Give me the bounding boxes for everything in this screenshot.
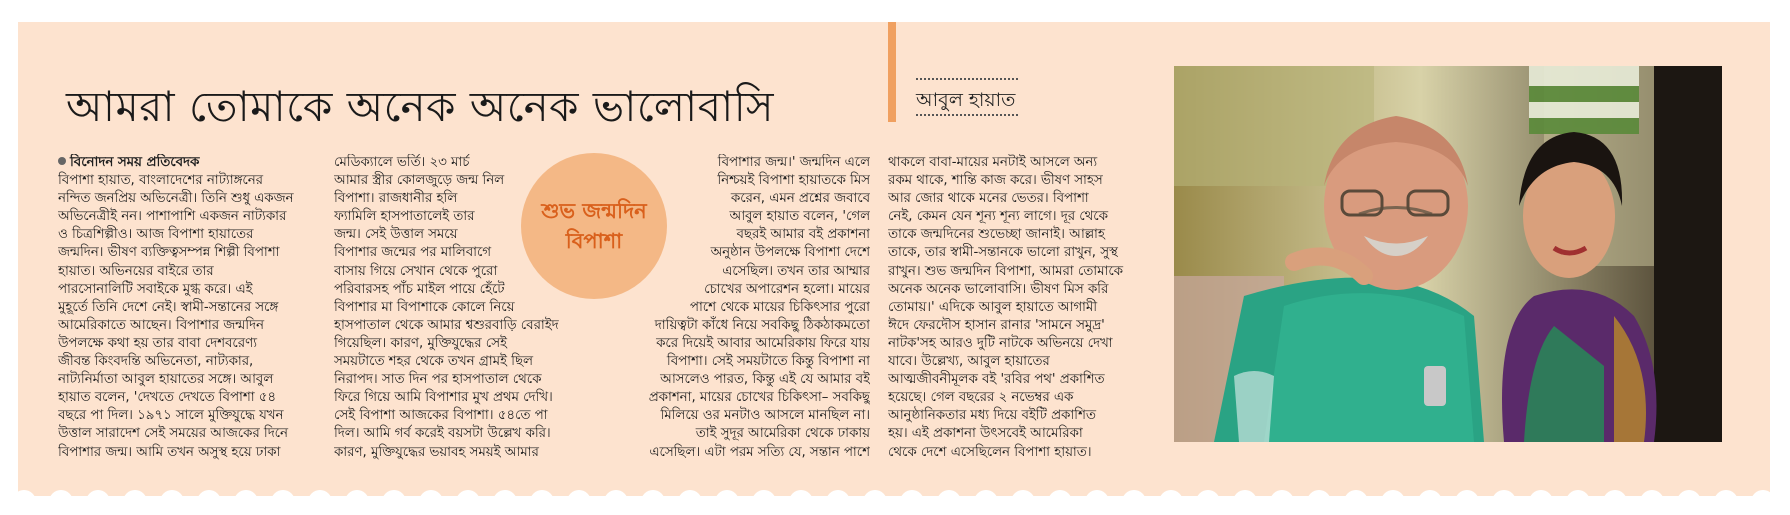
text-line: দিল। আমি গর্ব করেই বয়সটা উল্লেখ করি। xyxy=(334,426,551,442)
article-column-4 xyxy=(888,154,1156,462)
text-line: বিপাশা হায়াত, বাংলাদেশের নাট্যাঙ্গনের xyxy=(58,173,263,189)
text-line: হয়েছে। গেল বছরের ২ নভেম্বর এক xyxy=(888,390,1074,406)
text-line: বছরই আমার বই প্রকাশনা xyxy=(736,227,870,243)
text-line: থেকে দেশে এসেছিলেন বিপাশা হায়াত। xyxy=(888,444,1092,460)
text-line: আমেরিকাতে আছেন। বিপাশার জন্মদিন xyxy=(58,317,264,333)
text-line: বিপাশা। রাজধানীর হলি xyxy=(334,191,458,207)
text-line: নিরাপদ। সাত দিন পর হাসপাতাল থেকে xyxy=(334,372,542,388)
accent-bar xyxy=(888,22,896,122)
text-line: কারণ, মুক্তিযুদ্ধের ভয়াবহ সময়ই আমার xyxy=(334,444,539,460)
text-line: তাকে, তার স্বামী-সন্তানকে ভালো রাখুন, সুস্থ xyxy=(888,245,1118,261)
text-line: হাসপাতাল থেকে আমার শ্বশুরবাড়ি বেরাইদ xyxy=(334,317,559,333)
text-line: মিলিয়ে ওর মনটাও আসলে মানছিল না। xyxy=(660,408,870,424)
text-line: দায়িত্বটা কাঁধে নিয়ে সবকিছু ঠিকঠাকমতো xyxy=(654,317,870,333)
text-line: রকম থাকে, শান্তি কাজ করে। ভীষণ সাহস xyxy=(888,173,1103,189)
text-line: চোখের অপারেশন হলো। মায়ের xyxy=(704,281,870,297)
text-line: অনেক অনেক ভালোবাসি। ভীষণ মিস করি xyxy=(888,281,1109,297)
text-line: করেন, এমন প্রশ্নের জবাবে xyxy=(730,191,870,207)
text-line: থাকলে বাবা-মায়ের মনটাই আসলে অন্য xyxy=(888,155,1098,170)
text-line: সময়টাতে শহর থেকে তখন গ্রামই ছিল xyxy=(334,354,533,370)
text-line: বাসায় গিয়ে সেখান থেকে পুরো xyxy=(334,263,498,279)
scalloped-border-bottom xyxy=(18,476,1770,502)
text-line: সেই বিপাশা আজকের বিপাশা। ৫৪তে পা xyxy=(334,408,548,424)
text-line: ফ্যামিলি হাসপাতালেই তার xyxy=(334,209,475,225)
text-line: করে দিয়েই আবার আমেরিকায় ফিরে যায় xyxy=(656,335,870,351)
text-line: পরিবারসহ পাঁচ মাইল পায়ে হেঁটে xyxy=(334,281,505,297)
text-line: বিপাশার জন্ম।' জন্মদিন এলে xyxy=(717,155,870,170)
text-line: নাট্যনির্মাতা আবুল হায়াতের সঙ্গে। আবুল xyxy=(58,372,274,388)
bullet-icon xyxy=(58,157,66,165)
text-line: আমার স্ত্রীর কোলজুড়ে জন্ম নিল xyxy=(334,173,505,189)
text-line: মেডিক্যালে ভর্তি। ২৩ মার্চ xyxy=(334,155,470,170)
byline-rule-bottom xyxy=(916,114,1018,116)
text-line: ঈদে ফেরদৌস হাসান রানার 'সামনে সমুদ্র' xyxy=(888,317,1105,333)
text-line: জন্মদিন। ভীষণ ব্যক্তিত্বসম্পন্ন শিল্পী বিপাশা xyxy=(58,245,280,261)
text-line: হয়। এই প্রকাশনা উৎসবেই আমেরিকা xyxy=(888,426,1083,442)
text-line: বিপাশার জন্মের পর মালিবাগে xyxy=(334,245,492,261)
article-column-1 xyxy=(58,154,320,462)
text-line: ফিরে গিয়ে আমি বিপাশার মুখ প্রথম দেখি। xyxy=(334,390,553,406)
text-line: মুহূর্তে তিনি দেশে নেই। স্বামী-সন্তানের সঙ্গে xyxy=(58,299,279,315)
text-line: যাবে। উল্লেখ্য, আবুল হায়াতের xyxy=(888,354,1050,370)
text-line: অভিনেত্রীই নন। পাশাপাশি একজন নাট্যকার xyxy=(58,209,287,225)
reporter-name: বিনোদন সময় প্রতিবেদক xyxy=(70,155,200,170)
headline: আমরা তোমাকে অনেক অনেক ভালোবাসি xyxy=(66,82,775,131)
text-line: বিপাশা। সেই সময়টাতে কিন্তু বিপাশা না xyxy=(666,354,870,370)
text-line: পাশে থেকে মায়ের চিকিৎসার পুরো xyxy=(689,299,870,315)
text-line: হায়াত বলেন, 'দেখতে দেখতে বিপাশা ৫৪ xyxy=(58,390,277,406)
text-line: উত্তাল সারাদেশ সেই সময়ের আজকের দিনে xyxy=(58,426,288,442)
badge-line-2: বিপাশা xyxy=(565,228,623,253)
text-line: এসেছিল। এটা পরম সত্যি যে, সন্তান পাশে xyxy=(649,444,870,460)
text-line: গিয়েছিল। কারণ, মুক্তিযুদ্ধের সেই xyxy=(334,335,507,351)
text-line: জীবন্ত কিংবদন্তি অভিনেতা, নাট্যকার, xyxy=(58,354,254,370)
text-line: আনুষ্ঠানিকতার মধ্য দিয়ে বইটি প্রকাশিত xyxy=(888,408,1096,424)
column-lines xyxy=(888,154,1156,462)
text-line: আত্মজীবনীমূলক বই 'রবির পথ' প্রকাশিত xyxy=(888,372,1105,388)
text-line: এসেছিল। তখন তার আম্মার xyxy=(722,263,870,279)
text-line: অনুষ্ঠান উপলক্ষে বিপাশা দেশে xyxy=(710,245,870,261)
article-photo xyxy=(1174,66,1722,442)
reporter-credit xyxy=(58,154,320,172)
text-line: আর জোর থাকে মনের ভেতর। বিপাশা xyxy=(888,191,1089,207)
text-line: নাটক'সহ আরও দুটি নাটকে অভিনয়ে দেখা xyxy=(888,335,1113,351)
text-line: নিশ্চয়ই বিপাশা হায়াতকে মিস xyxy=(717,173,870,189)
text-line: তাকে জন্মদিনের শুভেচ্ছা জানাই। আল্লাহ xyxy=(888,227,1105,243)
column-lines xyxy=(58,172,320,462)
text-line: প্রকাশনা, মায়ের চোখের চিকিৎসা– সবকিছু xyxy=(648,390,870,406)
text-line: বছরে পা দিল। ১৯৭১ সালে মুক্তিযুদ্ধে যখন xyxy=(58,408,284,424)
photo-illustration xyxy=(1174,66,1722,442)
text-line: রাখুন। শুভ জন্মদিন বিপাশা, আমরা তোমাকে xyxy=(888,263,1123,279)
text-line: বিপাশার মা বিপাশাকে কোলে নিয়ে xyxy=(334,299,515,315)
text-line: নন্দিত জনপ্রিয় অভিনেত্রী। তিনি শুধু একজন xyxy=(58,191,294,207)
text-line: পারসোনালিটি সবাইকে মুগ্ধ করে। এই xyxy=(58,281,253,297)
text-line: বিপাশার জন্ম। আমি তখন অসুস্থ হয়ে ঢাকা xyxy=(58,444,281,460)
text-line: ও চিত্রশিল্পীও। আজ বিপাশা হায়াতের xyxy=(58,227,254,243)
striped-shirt xyxy=(1529,66,1639,134)
text-line: তাই সুদূর আমেরিকা থেকে ঢাকায় xyxy=(695,426,870,442)
text-line: উপলক্ষে কথা হয় তার বাবা দেশবরেণ্য xyxy=(58,335,257,351)
text-line: জন্ম। সেই উত্তাল সময়ে xyxy=(334,227,458,243)
birthday-badge xyxy=(521,153,667,299)
text-line: নেই, কেমন যেন শূন্য শূন্য লাগে। দূর থেকে xyxy=(888,209,1108,225)
text-line: তোমায়।' এদিকে আবুল হায়াতে আগামী xyxy=(888,299,1098,315)
byline-rule-top xyxy=(916,78,1018,80)
byline: আবুল হায়াত xyxy=(916,89,1016,111)
text-line: আবুল হায়াত বলেন, 'গেল xyxy=(729,209,870,225)
badge-line-1: শুভ জন্মদিন xyxy=(541,198,647,223)
text-line: আসলেও পারত, কিন্তু এই যে আমার বই xyxy=(660,372,870,388)
text-line: হায়াত। অভিনয়ের বাইরে তার xyxy=(58,263,214,279)
